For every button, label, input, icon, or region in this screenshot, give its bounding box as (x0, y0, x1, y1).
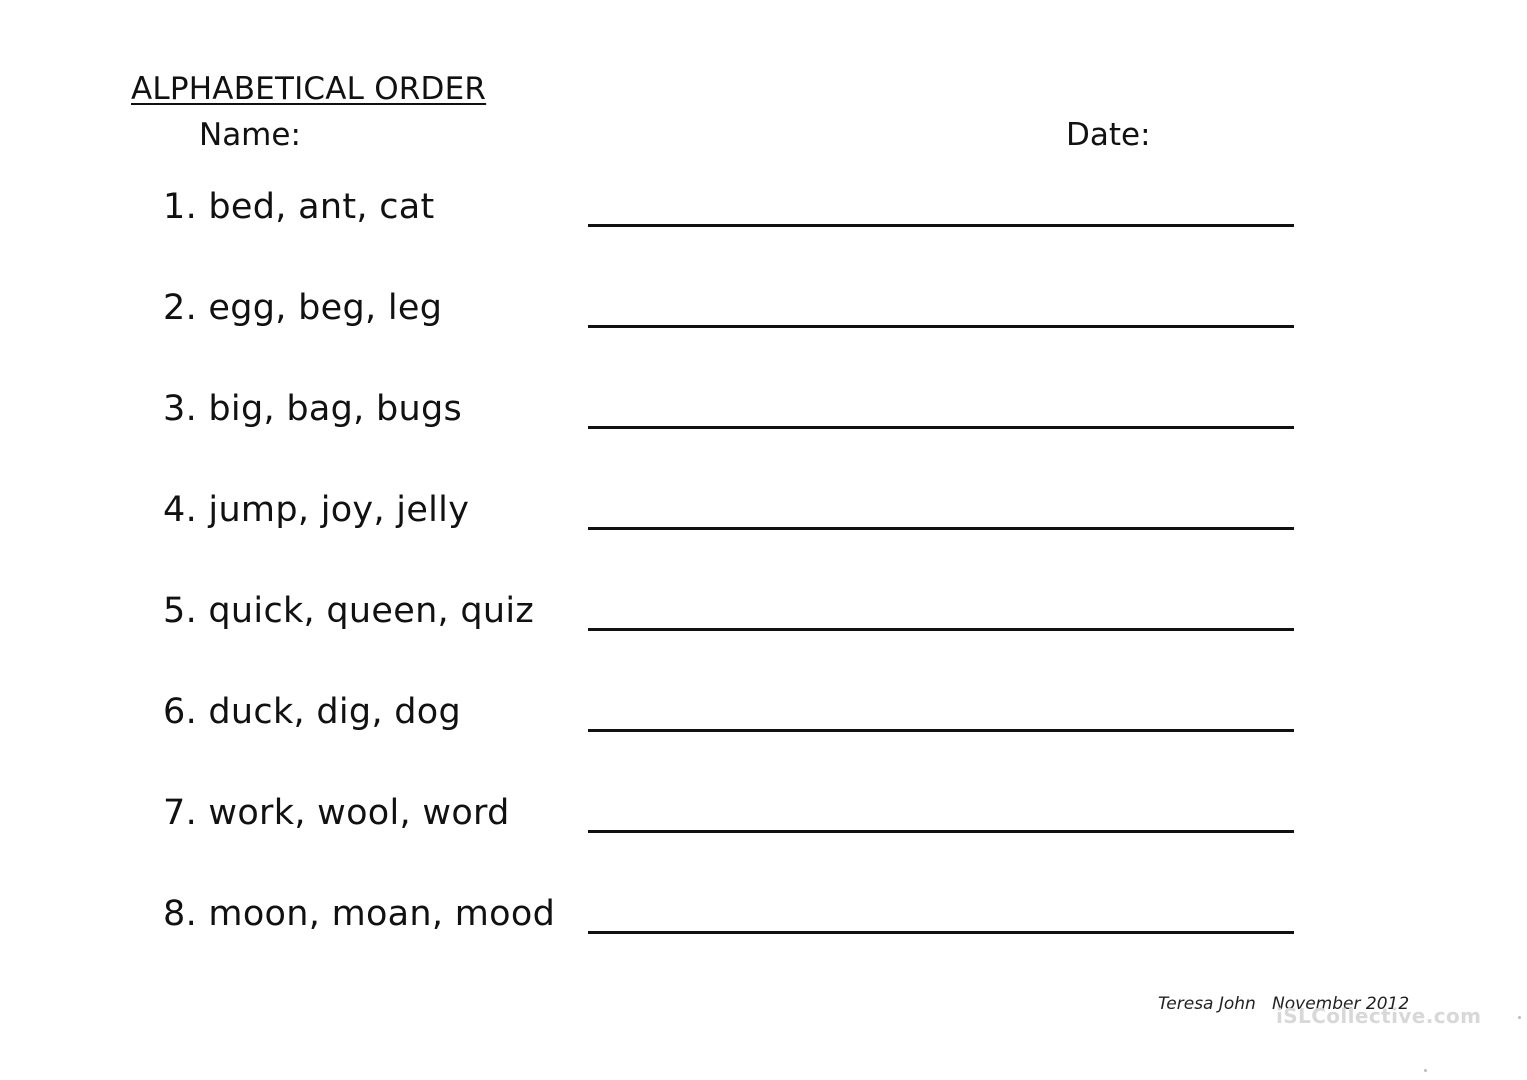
answer-line-1 (588, 224, 1294, 227)
answer-line-7 (588, 830, 1294, 833)
exercise-item-2 (0, 287, 1527, 347)
exercise-label-7: 7. work, wool, word (163, 793, 510, 833)
exercise-item-6 (0, 691, 1527, 751)
exercise-item-8 (0, 893, 1527, 953)
footer-credit: Teresa John November 2012 (1158, 994, 1410, 1014)
decorative-dot (1424, 1069, 1427, 1072)
exercise-label-6: 6. duck, dig, dog (163, 692, 462, 732)
exercise-label-2: 2. egg, beg, leg (163, 288, 443, 328)
exercise-item-3 (0, 388, 1527, 448)
exercise-label-8: 8. moon, moan, mood (163, 894, 556, 934)
exercise-label-1: 1. bed, ant, cat (163, 187, 435, 227)
worksheet-title: ALPHABETICAL ORDER (131, 71, 487, 107)
answer-line-5 (588, 628, 1294, 631)
answer-line-2 (588, 325, 1294, 328)
exercise-label-5: 5. quick, queen, quiz (163, 591, 535, 631)
answer-line-8 (588, 931, 1294, 934)
exercise-item-7 (0, 792, 1527, 852)
exercise-item-5 (0, 590, 1527, 650)
name-label: Name: (199, 117, 301, 153)
exercise-item-4 (0, 489, 1527, 549)
answer-line-4 (588, 527, 1294, 530)
exercise-item-1 (0, 186, 1527, 246)
watermark: iSLCollective.com (1276, 1004, 1482, 1028)
exercise-label-4: 4. jump, joy, jelly (163, 490, 470, 530)
date-label: Date: (1066, 117, 1151, 153)
decorative-dot (1518, 1016, 1521, 1019)
answer-line-3 (588, 426, 1294, 429)
exercise-label-3: 3. big, bag, bugs (163, 389, 463, 429)
answer-line-6 (588, 729, 1294, 732)
